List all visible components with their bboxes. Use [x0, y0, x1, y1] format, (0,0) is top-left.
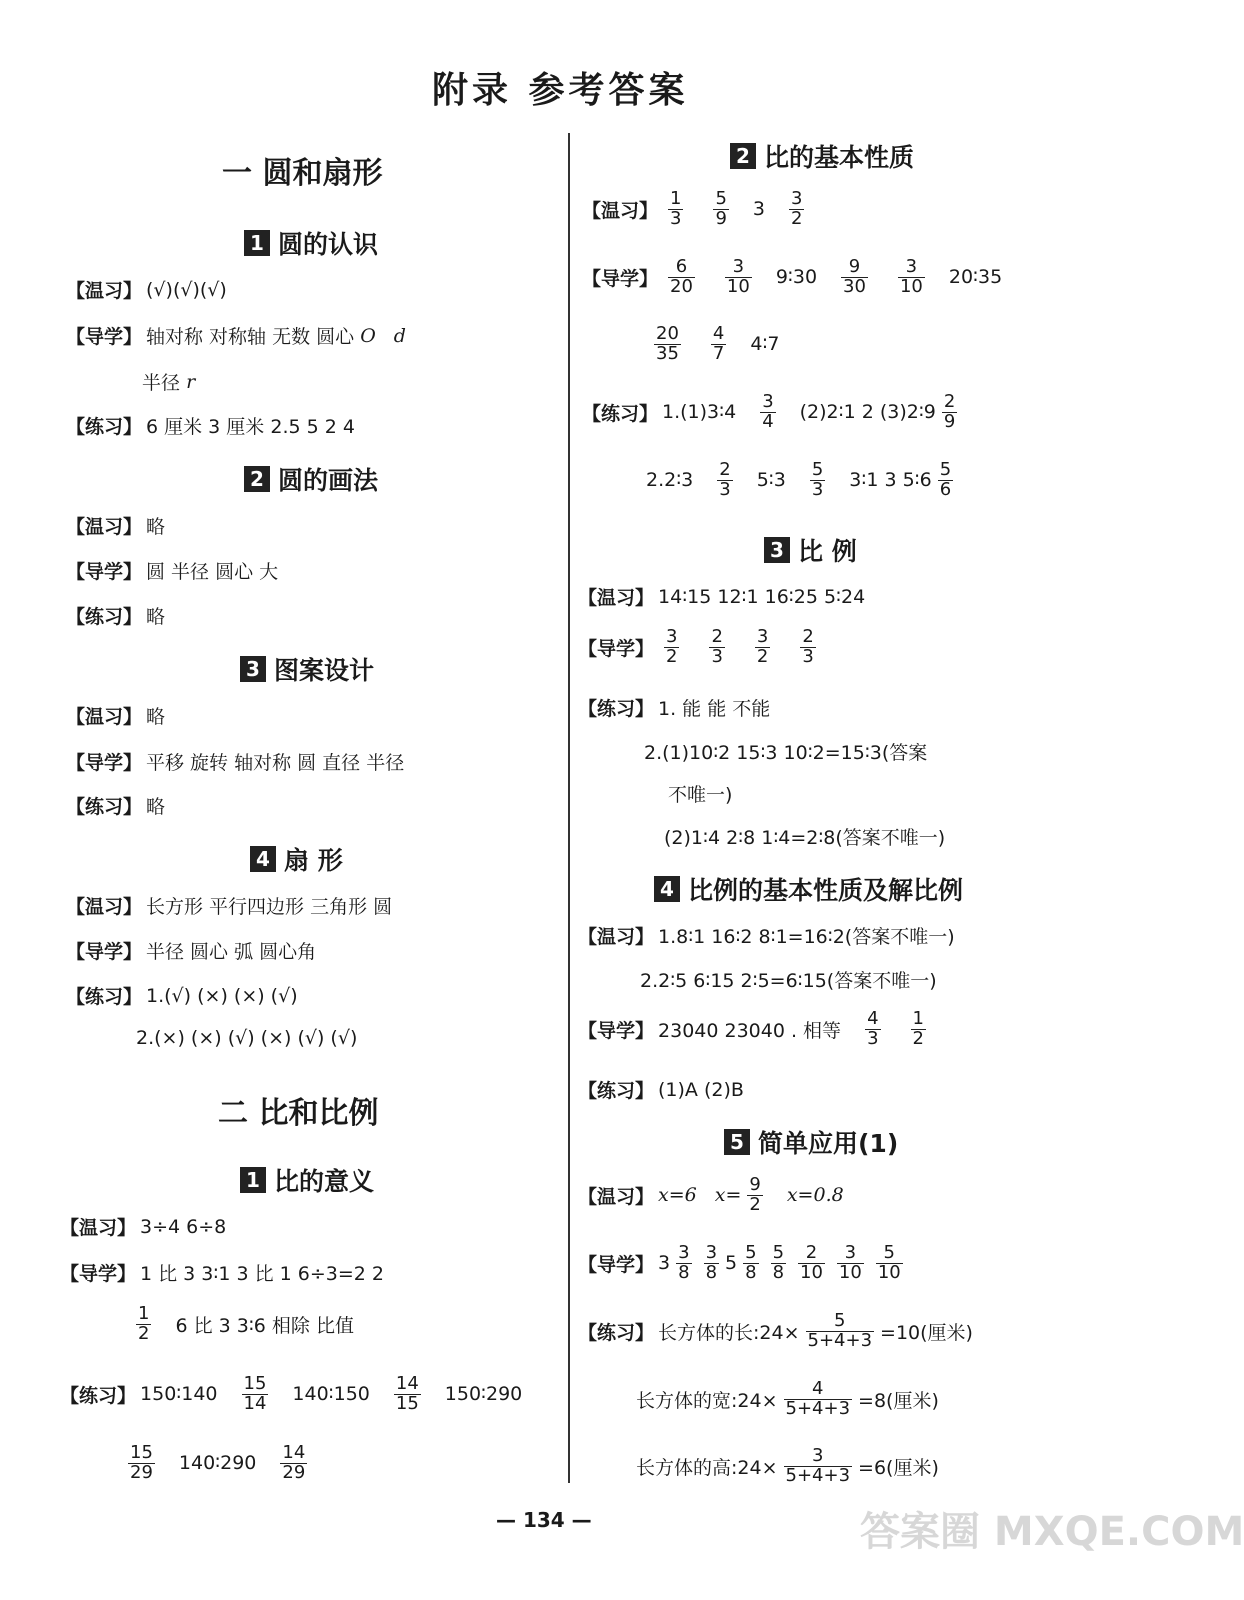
- tag-guide: 【导学】: [578, 637, 655, 660]
- fraction: $\frac{20}{35}$: [656, 323, 679, 364]
- answer-text: 不唯一): [668, 784, 733, 806]
- tag-practice: 【练习】: [66, 986, 143, 1008]
- section-title: 比例的基本性质及解比例: [688, 876, 964, 905]
- answer-row: [66, 982, 298, 1009]
- answer-text: 2.(1)10∶2 15∶3 10∶2=15∶3(答案: [644, 742, 928, 764]
- answer-text: 140∶290: [178, 1452, 257, 1475]
- tag-guide: 【导学】: [60, 1263, 137, 1285]
- tag-practice: 【练习】: [578, 1080, 655, 1102]
- answer-text: x=0.8: [786, 1184, 844, 1207]
- fraction: $\frac{4}{5+4+3}$: [785, 1378, 851, 1419]
- fraction: $\frac{2}{3}$: [719, 459, 731, 500]
- answer-text: 1.(1)3∶4: [662, 401, 737, 424]
- fraction: $\frac{3}{5+4+3}$: [785, 1445, 851, 1486]
- section-heading: [764, 532, 857, 568]
- answer-text: 略: [146, 606, 166, 628]
- answer-row: [578, 628, 822, 667]
- answer-text: (1)A (2)B: [658, 1078, 744, 1101]
- fraction: $\frac{2}{3}$: [802, 626, 814, 667]
- answer-text: 1.(√) (×) (×) (√): [146, 984, 298, 1007]
- answer-row: [578, 583, 865, 610]
- section-heading: [730, 138, 914, 174]
- answer-text: 长方形 平行四边形 三角形 圆: [146, 896, 393, 918]
- answer-text: (2)1∶4 2∶8 1∶4=2∶8(答案不唯一): [664, 827, 946, 849]
- answer-text: (2)2∶1 2 (3)2∶9: [799, 401, 936, 424]
- fraction: $\frac{2}{9}$: [943, 391, 956, 432]
- section-heading: [250, 841, 343, 877]
- section-title: 圆的画法: [278, 466, 379, 495]
- section-title: 扇 形: [284, 846, 343, 875]
- tag-guide: 【导学】: [578, 1019, 655, 1042]
- tag-practice: 【练习】: [66, 796, 143, 818]
- fraction: $\frac{9}{30}$: [843, 256, 866, 297]
- answer-row: [66, 792, 165, 819]
- answer-row: [578, 1010, 932, 1049]
- answer-text: x=: [714, 1184, 742, 1207]
- fraction: $\frac{3}{8}$: [705, 1242, 718, 1283]
- answer-text: 长方体的长:24×: [658, 1321, 800, 1344]
- answer-text: 平移 旋转 轴对称 圆 直径 半径: [146, 752, 405, 774]
- answer-text: 长方体的宽:24×: [636, 1389, 778, 1412]
- answer-text: 圆 半径 圆心 大: [146, 561, 279, 583]
- answer-text: 5∶3: [756, 469, 786, 492]
- tag-practice: 【练习】: [578, 1321, 655, 1344]
- tag-guide: 【导学】: [66, 752, 143, 774]
- fraction: $\frac{3}{8}$: [678, 1242, 690, 1283]
- answer-text: 150∶140: [140, 1383, 218, 1406]
- section-heading: [654, 871, 963, 907]
- answer-text: 3: [752, 198, 766, 221]
- answer-row: [66, 748, 404, 775]
- section-number: 1: [244, 230, 270, 256]
- tag-practice: 【练习】: [60, 1384, 137, 1407]
- fraction: $\frac{9}{2}$: [749, 1174, 761, 1215]
- tag-guide: 【导学】: [66, 561, 143, 583]
- tag-review: 【温习】: [578, 587, 655, 609]
- answer-row: [60, 1213, 226, 1240]
- answer-row: [142, 368, 195, 395]
- answer-row: [582, 190, 810, 229]
- section-number: 2: [730, 143, 756, 169]
- fraction: $\frac{14}{29}$: [282, 1442, 306, 1483]
- fraction: $\frac{5}{8}$: [772, 1242, 785, 1283]
- answer-row: [664, 823, 945, 850]
- answer-text: =6(厘米): [858, 1456, 939, 1479]
- answer-row: [578, 1076, 744, 1103]
- fraction: $\frac{3}{10}$: [726, 256, 750, 297]
- symbol-d: d: [393, 324, 406, 347]
- answer-text: x=6: [658, 1184, 697, 1207]
- tag-practice: 【练习】: [578, 698, 655, 720]
- fraction: $\frac{3}{10}$: [838, 1242, 862, 1283]
- section-heading: [244, 225, 378, 261]
- fraction: $\frac{15}{29}$: [130, 1442, 153, 1483]
- answer-row: [66, 276, 227, 303]
- symbol-r: r: [186, 370, 196, 393]
- page-number: — 134 —: [496, 1508, 592, 1532]
- tag-review: 【温习】: [66, 896, 143, 918]
- tag-review: 【温习】: [582, 199, 659, 222]
- fraction: $\frac{14}{15}$: [395, 1373, 419, 1414]
- answer-row: [66, 557, 278, 584]
- answer-text: =8(厘米): [858, 1389, 939, 1412]
- section-number: 2: [244, 466, 270, 492]
- fraction: $\frac{2}{10}$: [800, 1242, 823, 1283]
- section-number: 3: [240, 656, 266, 682]
- answer-text: 1.8∶1 16∶2 8∶1=16∶2(答案不唯一): [658, 926, 955, 948]
- section-title: 图案设计: [274, 656, 375, 685]
- answer-row: [636, 1447, 939, 1486]
- fraction: $\frac{5}{6}$: [939, 459, 952, 500]
- answer-text: 6 比 3 3∶6 相除 比值: [175, 1314, 354, 1337]
- answer-row: [578, 1312, 973, 1351]
- answer-text: 3÷4 6÷8: [140, 1215, 227, 1238]
- tag-review: 【温习】: [66, 516, 143, 538]
- tag-practice: 【练习】: [582, 402, 659, 425]
- answer-text: 略: [146, 796, 166, 818]
- answer-text: 1. 能 能 不能: [658, 698, 771, 720]
- answer-row: [122, 1444, 313, 1483]
- symbol-O: O: [360, 324, 376, 347]
- section-number: 1: [240, 1167, 266, 1193]
- fraction: $\frac{3}{2}$: [791, 188, 803, 229]
- answer-row: [66, 702, 165, 729]
- answer-text: 6 厘米 3 厘米 2.5 5 2 4: [146, 416, 355, 438]
- answer-text: 2.(×) (×) (√) (×) (√) (√): [136, 1027, 358, 1049]
- answer-row: [644, 738, 927, 765]
- section-title: 比的意义: [274, 1167, 375, 1196]
- answer-row: [646, 461, 959, 500]
- tag-review: 【温习】: [578, 1185, 655, 1208]
- answer-text: 14∶15 12∶1 16∶25 5∶24: [658, 585, 866, 608]
- section-number: 5: [724, 1129, 750, 1155]
- section-heading: [240, 1162, 374, 1198]
- fraction: $\frac{1}{2}$: [912, 1008, 924, 1049]
- answer-row: [66, 412, 355, 439]
- fraction: $\frac{15}{14}$: [243, 1373, 267, 1414]
- fraction: $\frac{4}{7}$: [712, 323, 725, 364]
- fraction: $\frac{3}{10}$: [899, 256, 923, 297]
- chapter-1-title: 一 圆和扇形: [222, 156, 383, 191]
- section-number: 3: [764, 537, 790, 563]
- fraction: $\frac{3}{2}$: [756, 626, 769, 667]
- fraction: $\frac{4}{3}$: [867, 1008, 879, 1049]
- answer-text: 5: [725, 1252, 738, 1275]
- fraction: $\frac{3}{4}$: [762, 391, 774, 432]
- fraction: $\frac{1}{3}$: [670, 188, 682, 229]
- answer-row: [66, 937, 316, 964]
- section-title: 简单应用(1): [758, 1129, 899, 1158]
- fraction: $\frac{2}{3}$: [711, 626, 723, 667]
- section-heading: [240, 651, 374, 687]
- tag-guide: 【导学】: [66, 941, 143, 963]
- answer-text: (√)(√)(√): [146, 278, 227, 301]
- answer-text: 140∶150: [292, 1383, 370, 1406]
- fraction: $\frac{5}{10}$: [877, 1242, 901, 1283]
- answer-row: [640, 966, 937, 993]
- answer-text: 9∶30: [775, 266, 818, 289]
- answer-row: [668, 780, 732, 807]
- tag-review: 【温习】: [66, 706, 143, 728]
- answer-text: 20∶35: [948, 266, 1003, 289]
- answer-text: 23040 23040 . 相等: [658, 1019, 842, 1042]
- section-number: 4: [654, 876, 680, 902]
- tag-practice: 【练习】: [66, 416, 143, 438]
- answer-text: 半径: [142, 372, 181, 394]
- tag-guide: 【导学】: [66, 326, 143, 348]
- section-title: 比的基本性质: [764, 143, 915, 172]
- answer-row: [130, 1305, 354, 1344]
- tag-review: 【温习】: [66, 280, 143, 302]
- answer-text: 3∶1 3 5∶6: [849, 469, 932, 492]
- answer-row: [582, 258, 1002, 297]
- column-divider: [568, 133, 570, 1483]
- answer-row: [578, 694, 770, 721]
- answer-row: [636, 1380, 939, 1419]
- tag-review: 【温习】: [60, 1217, 137, 1239]
- section-title: 圆的认识: [278, 230, 379, 259]
- fraction: $\frac{1}{2}$: [138, 1303, 150, 1344]
- answer-text: 略: [146, 706, 166, 728]
- section-heading: [724, 1124, 898, 1160]
- answer-text: 轴对称 对称轴 无数 圆心: [146, 326, 355, 348]
- fraction: $\frac{5}{3}$: [811, 459, 824, 500]
- answer-text: 150∶290: [444, 1383, 523, 1406]
- section-heading: [244, 461, 378, 497]
- answer-row: [582, 393, 963, 432]
- answer-row: [578, 1176, 844, 1215]
- tag-practice: 【练习】: [66, 606, 143, 628]
- chapter-2-title: 二 比和比例: [218, 1096, 379, 1131]
- answer-text: 半径 圆心 弧 圆心角: [146, 941, 317, 963]
- answer-text: 2.2∶5 6∶15 2∶5=6∶15(答案不唯一): [640, 970, 937, 992]
- answer-row: [578, 1244, 909, 1283]
- answer-row: [60, 1259, 384, 1286]
- fraction: $\frac{5}{8}$: [745, 1242, 757, 1283]
- fraction: $\frac{3}{2}$: [666, 626, 678, 667]
- answer-row: [578, 922, 955, 949]
- section-number: 4: [250, 846, 276, 872]
- answer-row: [66, 322, 406, 349]
- answer-row: [648, 325, 779, 364]
- answer-text: 1 比 3 3∶1 3 比 1 6÷3=2 2: [140, 1263, 385, 1285]
- answer-row: [66, 892, 392, 919]
- tag-guide: 【导学】: [582, 267, 659, 290]
- answer-text: 3: [658, 1252, 671, 1275]
- section-title: 比 例: [798, 537, 857, 566]
- answer-row: [66, 512, 165, 539]
- answer-row: [136, 1027, 357, 1049]
- answer-text: 略: [146, 516, 166, 538]
- answer-text: 2.2∶3: [646, 469, 694, 492]
- fraction: $\frac{6}{20}$: [670, 256, 693, 297]
- watermark-logo: 答案圈 MXQE.COM: [860, 1509, 1244, 1555]
- tag-review: 【温习】: [578, 926, 655, 948]
- tag-guide: 【导学】: [578, 1253, 655, 1276]
- answer-text: =10(厘米): [880, 1321, 973, 1344]
- answer-text: 4∶7: [750, 333, 780, 356]
- answer-text: 长方体的高:24×: [636, 1456, 778, 1479]
- fraction: $\frac{5}{9}$: [715, 188, 727, 229]
- answer-row: [60, 1375, 522, 1414]
- fraction: $\frac{5}{5+4+3}$: [807, 1310, 873, 1351]
- page-title: 附录 参考答案: [432, 70, 689, 111]
- answer-row: [66, 602, 165, 629]
